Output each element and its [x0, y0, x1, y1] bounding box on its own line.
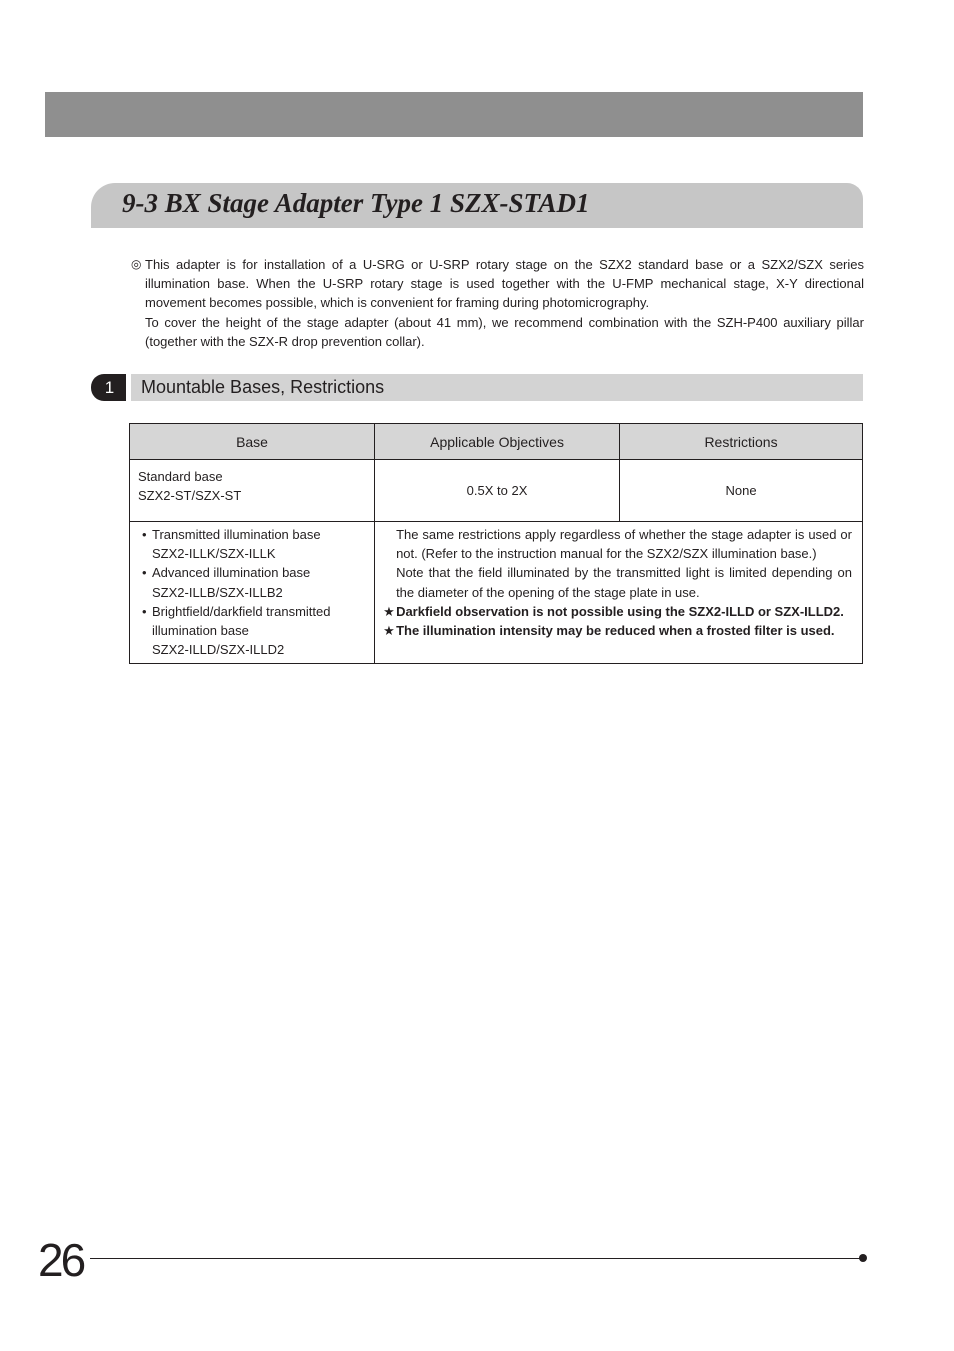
star-icon: ★ [383, 623, 395, 639]
table-header-row [130, 424, 863, 460]
base-name: Standard base [138, 469, 223, 484]
cell-base-standard [130, 460, 375, 522]
table-row [130, 460, 863, 522]
list-item [142, 563, 368, 601]
base-model: SZX2-ILLD/SZX-ILLD2 [152, 642, 285, 658]
double-circle-icon: ◎ [131, 257, 142, 271]
intro-paragraph-1-text: This adapter is for installation of a U-SRG or U-SRP rotary stage on the SZX2 standard base or a SZX2/SZX series illumination base. When the U-SRP rotary stage is used together with the U-FMP mechanical stage, X-Y directional movement becomes possible, which is convenient for framing during photomicrography. [145, 257, 864, 311]
header-objectives: Applicable Objectives [375, 424, 620, 460]
bullet-icon: • [142, 603, 147, 619]
mountable-bases-table [129, 423, 863, 664]
section-title: 9-3 BX Stage Adapter Type 1 SZX-STAD1 [122, 188, 590, 218]
warning-text: The illumination intensity may be reduced when a frosted filter is used. [396, 623, 835, 639]
base-model: SZX2-ST/SZX-ST [138, 488, 242, 504]
bullet-icon: • [142, 527, 147, 542]
base-name: Transmitted illumination base [152, 527, 321, 542]
base-name: Advanced illumination base [152, 565, 311, 581]
subsection-heading [91, 374, 863, 401]
warning-text: Darkfield observation is not possible using the SZX2-ILLD or SZX-ILLD2. [396, 603, 844, 619]
intro-text [131, 255, 864, 351]
bullet-icon: • [142, 565, 147, 581]
intro-paragraph-1 [131, 255, 864, 313]
list-item [142, 525, 368, 563]
list-item [142, 602, 368, 660]
section-title-band [91, 183, 863, 228]
header-restrictions: Restrictions [620, 424, 863, 460]
base-model: SZX2-ILLB/SZX-ILLB2 [152, 584, 283, 600]
footer-dot [859, 1254, 867, 1262]
star-icon: ★ [383, 603, 395, 619]
cell-base-illumination [130, 522, 375, 664]
page-number: 26 [38, 1234, 84, 1286]
subsection-number: 1 [91, 374, 126, 401]
base-name: Brightfield/darkfield transmitted illumination base [152, 603, 331, 639]
table-row [130, 522, 863, 664]
intro-paragraph-2: To cover the height of the stage adapter (about 41 mm), we recommend combination with the SZH-P400 auxiliary pillar (together with the SZX-R drop prevention collar). [145, 314, 864, 349]
subsection-bar [131, 374, 863, 401]
warning-item [383, 621, 852, 640]
restriction-note: Note that the field illuminated by the transmitted light is limited depending on the diameter of the opening of the stage plate in use. [396, 565, 852, 600]
footer-rule [90, 1258, 862, 1259]
header-base: Base [130, 424, 375, 460]
restriction-note: The same restrictions apply regardless of whether the stage adapter is used or not. (Refer to the instruction manual for the SZX2/SZX illumination base.) [396, 527, 852, 562]
base-model: SZX2-ILLK/SZX-ILLK [152, 546, 276, 562]
cell-restrictions-none: None [620, 460, 863, 522]
header-bar [45, 92, 863, 137]
warning-item [383, 602, 852, 621]
cell-restrictions-notes [375, 522, 863, 664]
cell-objectives: 0.5X to 2X [375, 460, 620, 522]
subsection-title: Mountable Bases, Restrictions [141, 377, 385, 397]
